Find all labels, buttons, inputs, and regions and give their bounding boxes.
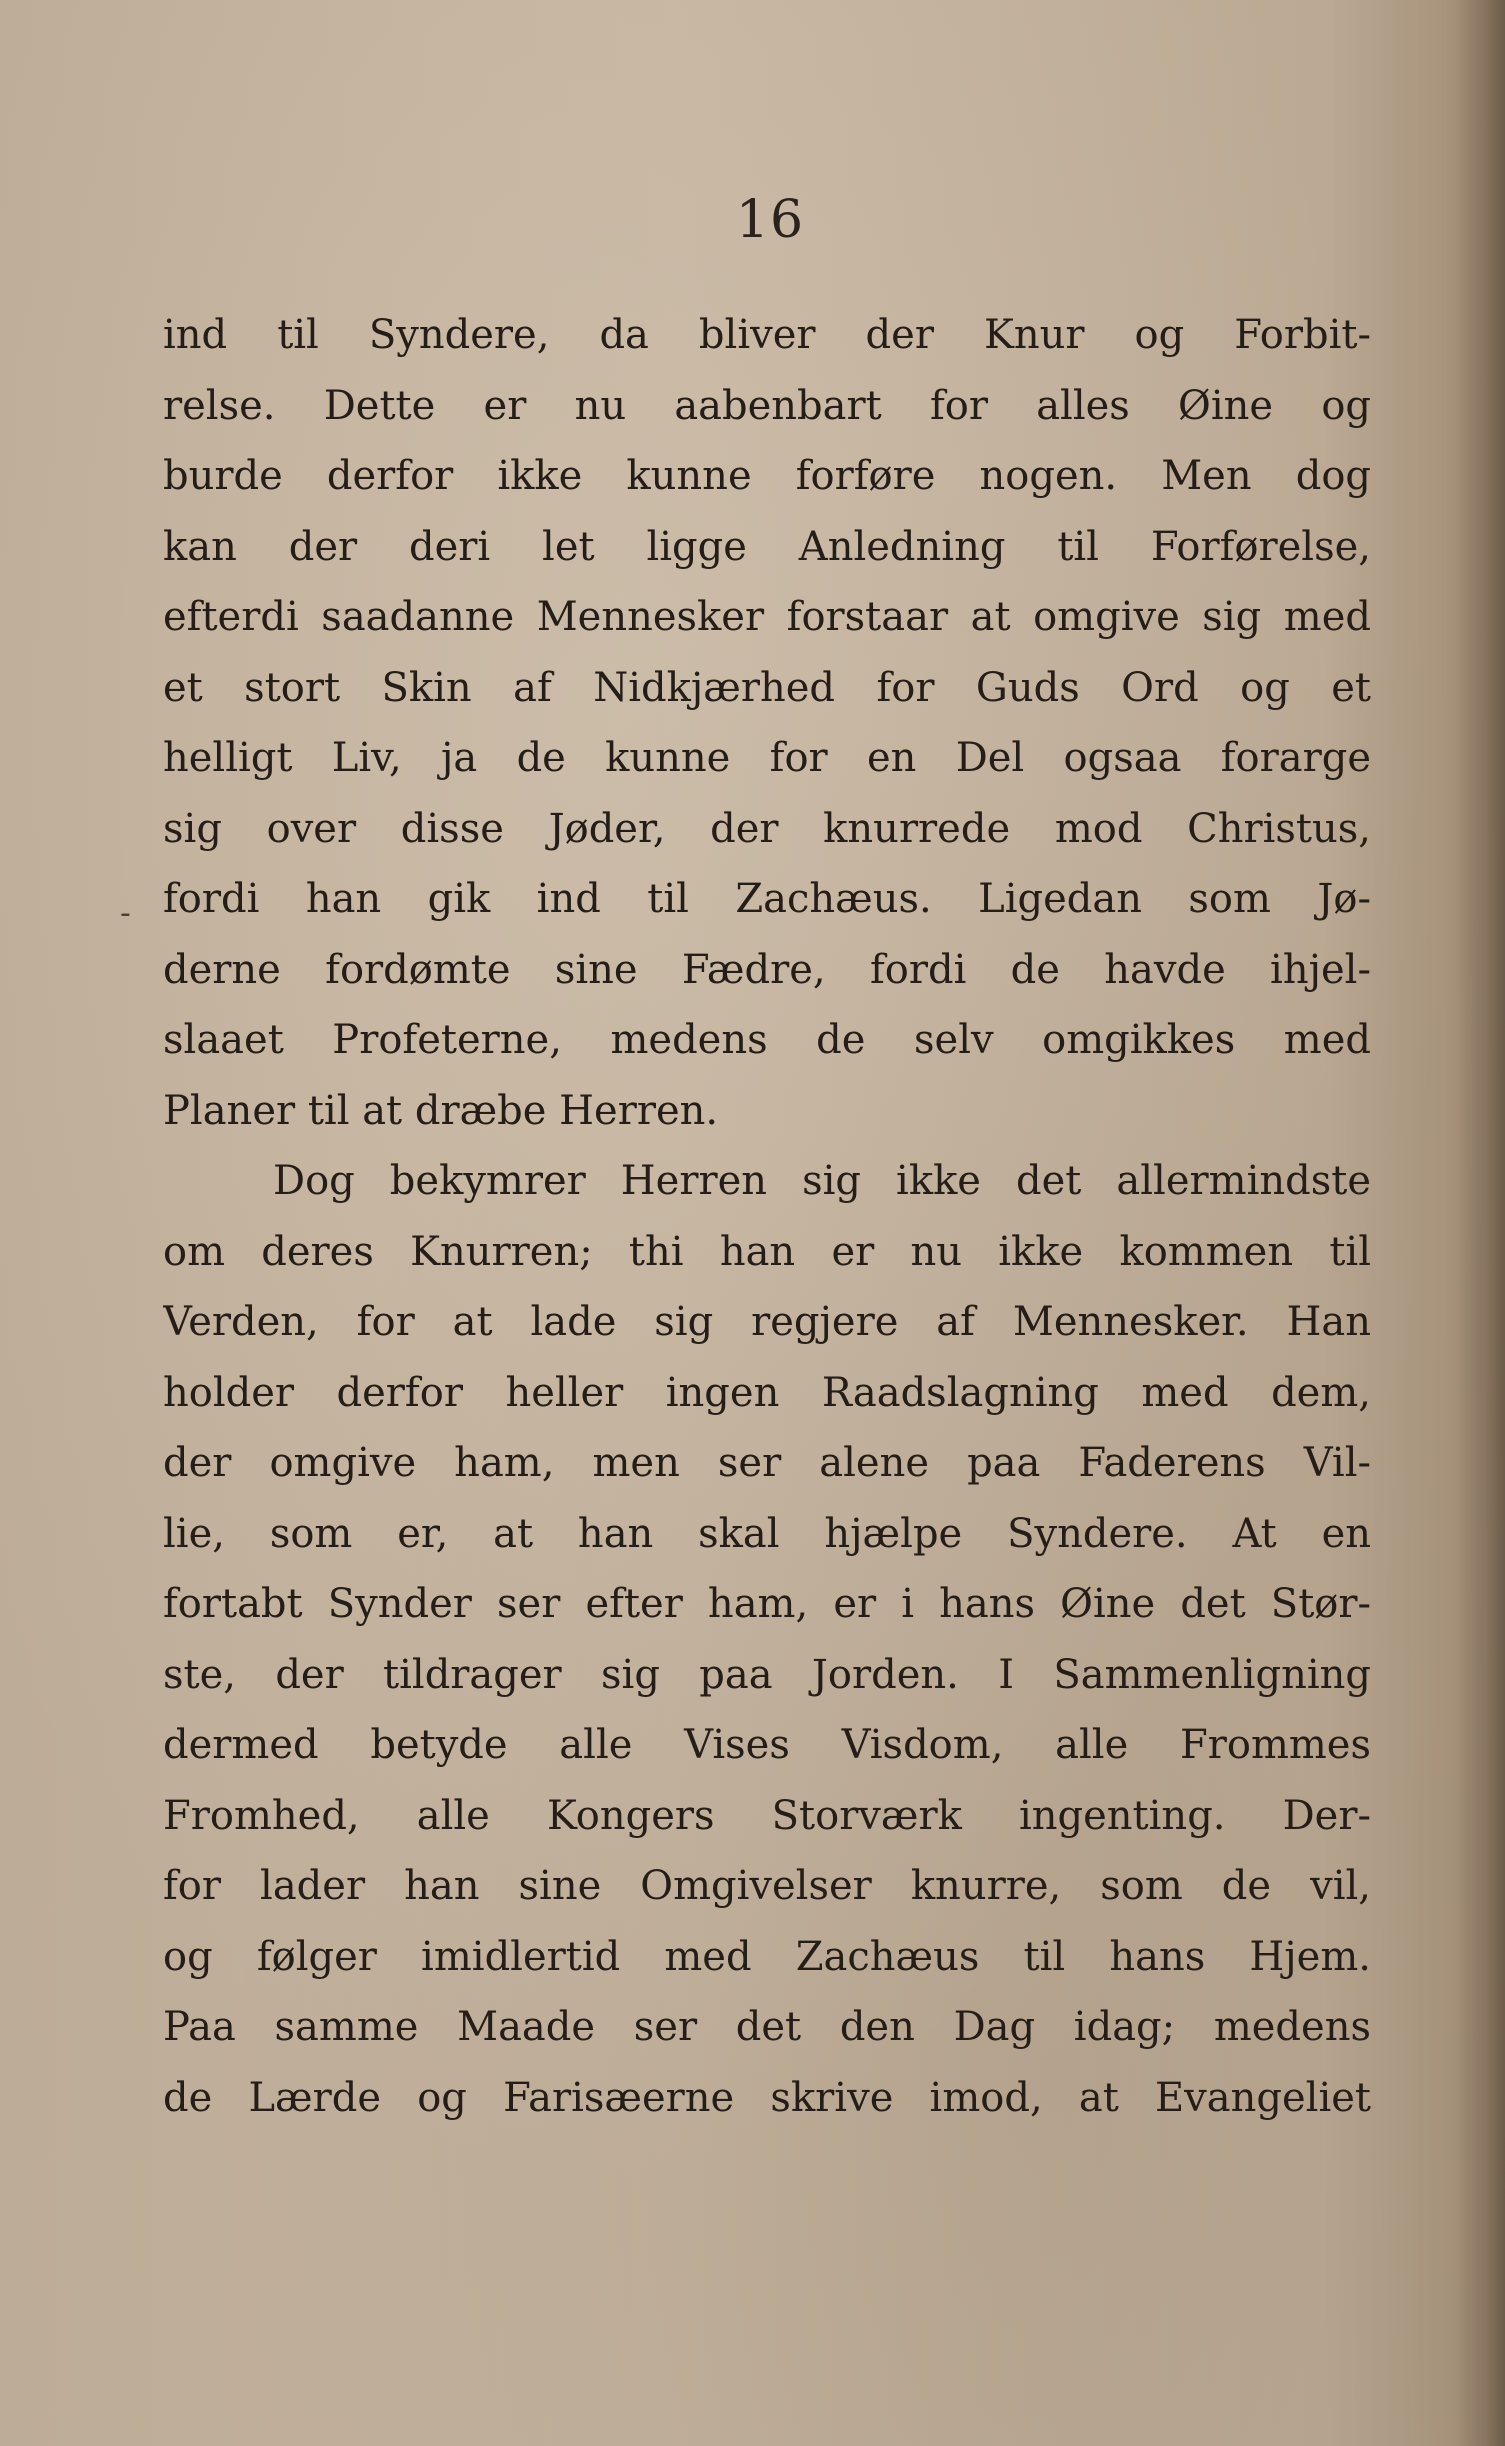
text-line: helligt Liv, ja de kunne for en Del ogsaa forarge [163,735,1371,781]
text-line: og følger imidlertid med Zachæus til hans Hjem. [163,1933,1371,1980]
paragraph-start-line: Dog bekymrer Herren sig ikke det allermindste [273,1158,1371,1204]
text-line: Verden, for at lade sig regjere af Mennesker. Han [163,1299,1371,1345]
text-line: for lader han sine Omgivelser knurre, som de vil, [163,1863,1371,1909]
text-line: fordi han gik ind til Zachæus. Ligedan som Jø- [163,876,1371,922]
text-line: lie, som er, at han skal hjælpe Syndere. At en [163,1510,1371,1557]
text-line: kan der deri let ligge Anledning til Forførelse, [163,523,1371,570]
body-text [163,300,1371,2133]
text-line: dermed betyde alle Vises Visdom, alle Frommes [163,1722,1371,1768]
text-line: relse. Dette er nu aabenbart for alles Øine og [163,382,1371,429]
text-line: et stort Skin af Nidkjærhed for Guds Ord og et [163,664,1371,711]
text-line: der omgive ham, men ser alene paa Faderens Vil- [163,1440,1371,1486]
text-line: om deres Knurren; thi han er nu ikke kommen til [163,1228,1371,1275]
text-line: ind til Syndere, da bliver der Knur og Forbit- [163,312,1371,358]
text-line: Fromhed, alle Kongers Storværk ingenting. Der- [163,1792,1371,1839]
text-line: slaaet Profeterne, medens de selv omgikkes med [163,1017,1371,1063]
page-number: 16 [735,190,805,250]
text-line: fortabt Synder ser efter ham, er i hans Øine det Stør- [163,1581,1371,1627]
text-line: sig over disse Jøder, der knurrede mod Christus, [163,805,1371,852]
text-line: Paa samme Maade ser det den Dag idag; medens [163,2004,1371,2050]
text-line: derne fordømte sine Fædre, fordi de havde ihjel- [163,946,1371,993]
margin-mark: - [120,896,131,931]
text-line: ste, der tildrager sig paa Jorden. I Sammenligning [163,1651,1371,1698]
text-line: holder derfor heller ingen Raadslagning med dem, [163,1369,1371,1416]
paragraph-end-line: Planer til at dræbe Herren. [163,1087,719,1134]
page-edge-shadow [1457,0,1505,2446]
text-line: burde derfor ikke kunne forføre nogen. Men dog [163,453,1371,499]
text-line: efterdi saadanne Mennesker forstaar at omgive sig med [163,594,1371,640]
text-line: de Lærde og Farisæerne skrive imod, at Evangeliet [163,2074,1371,2121]
